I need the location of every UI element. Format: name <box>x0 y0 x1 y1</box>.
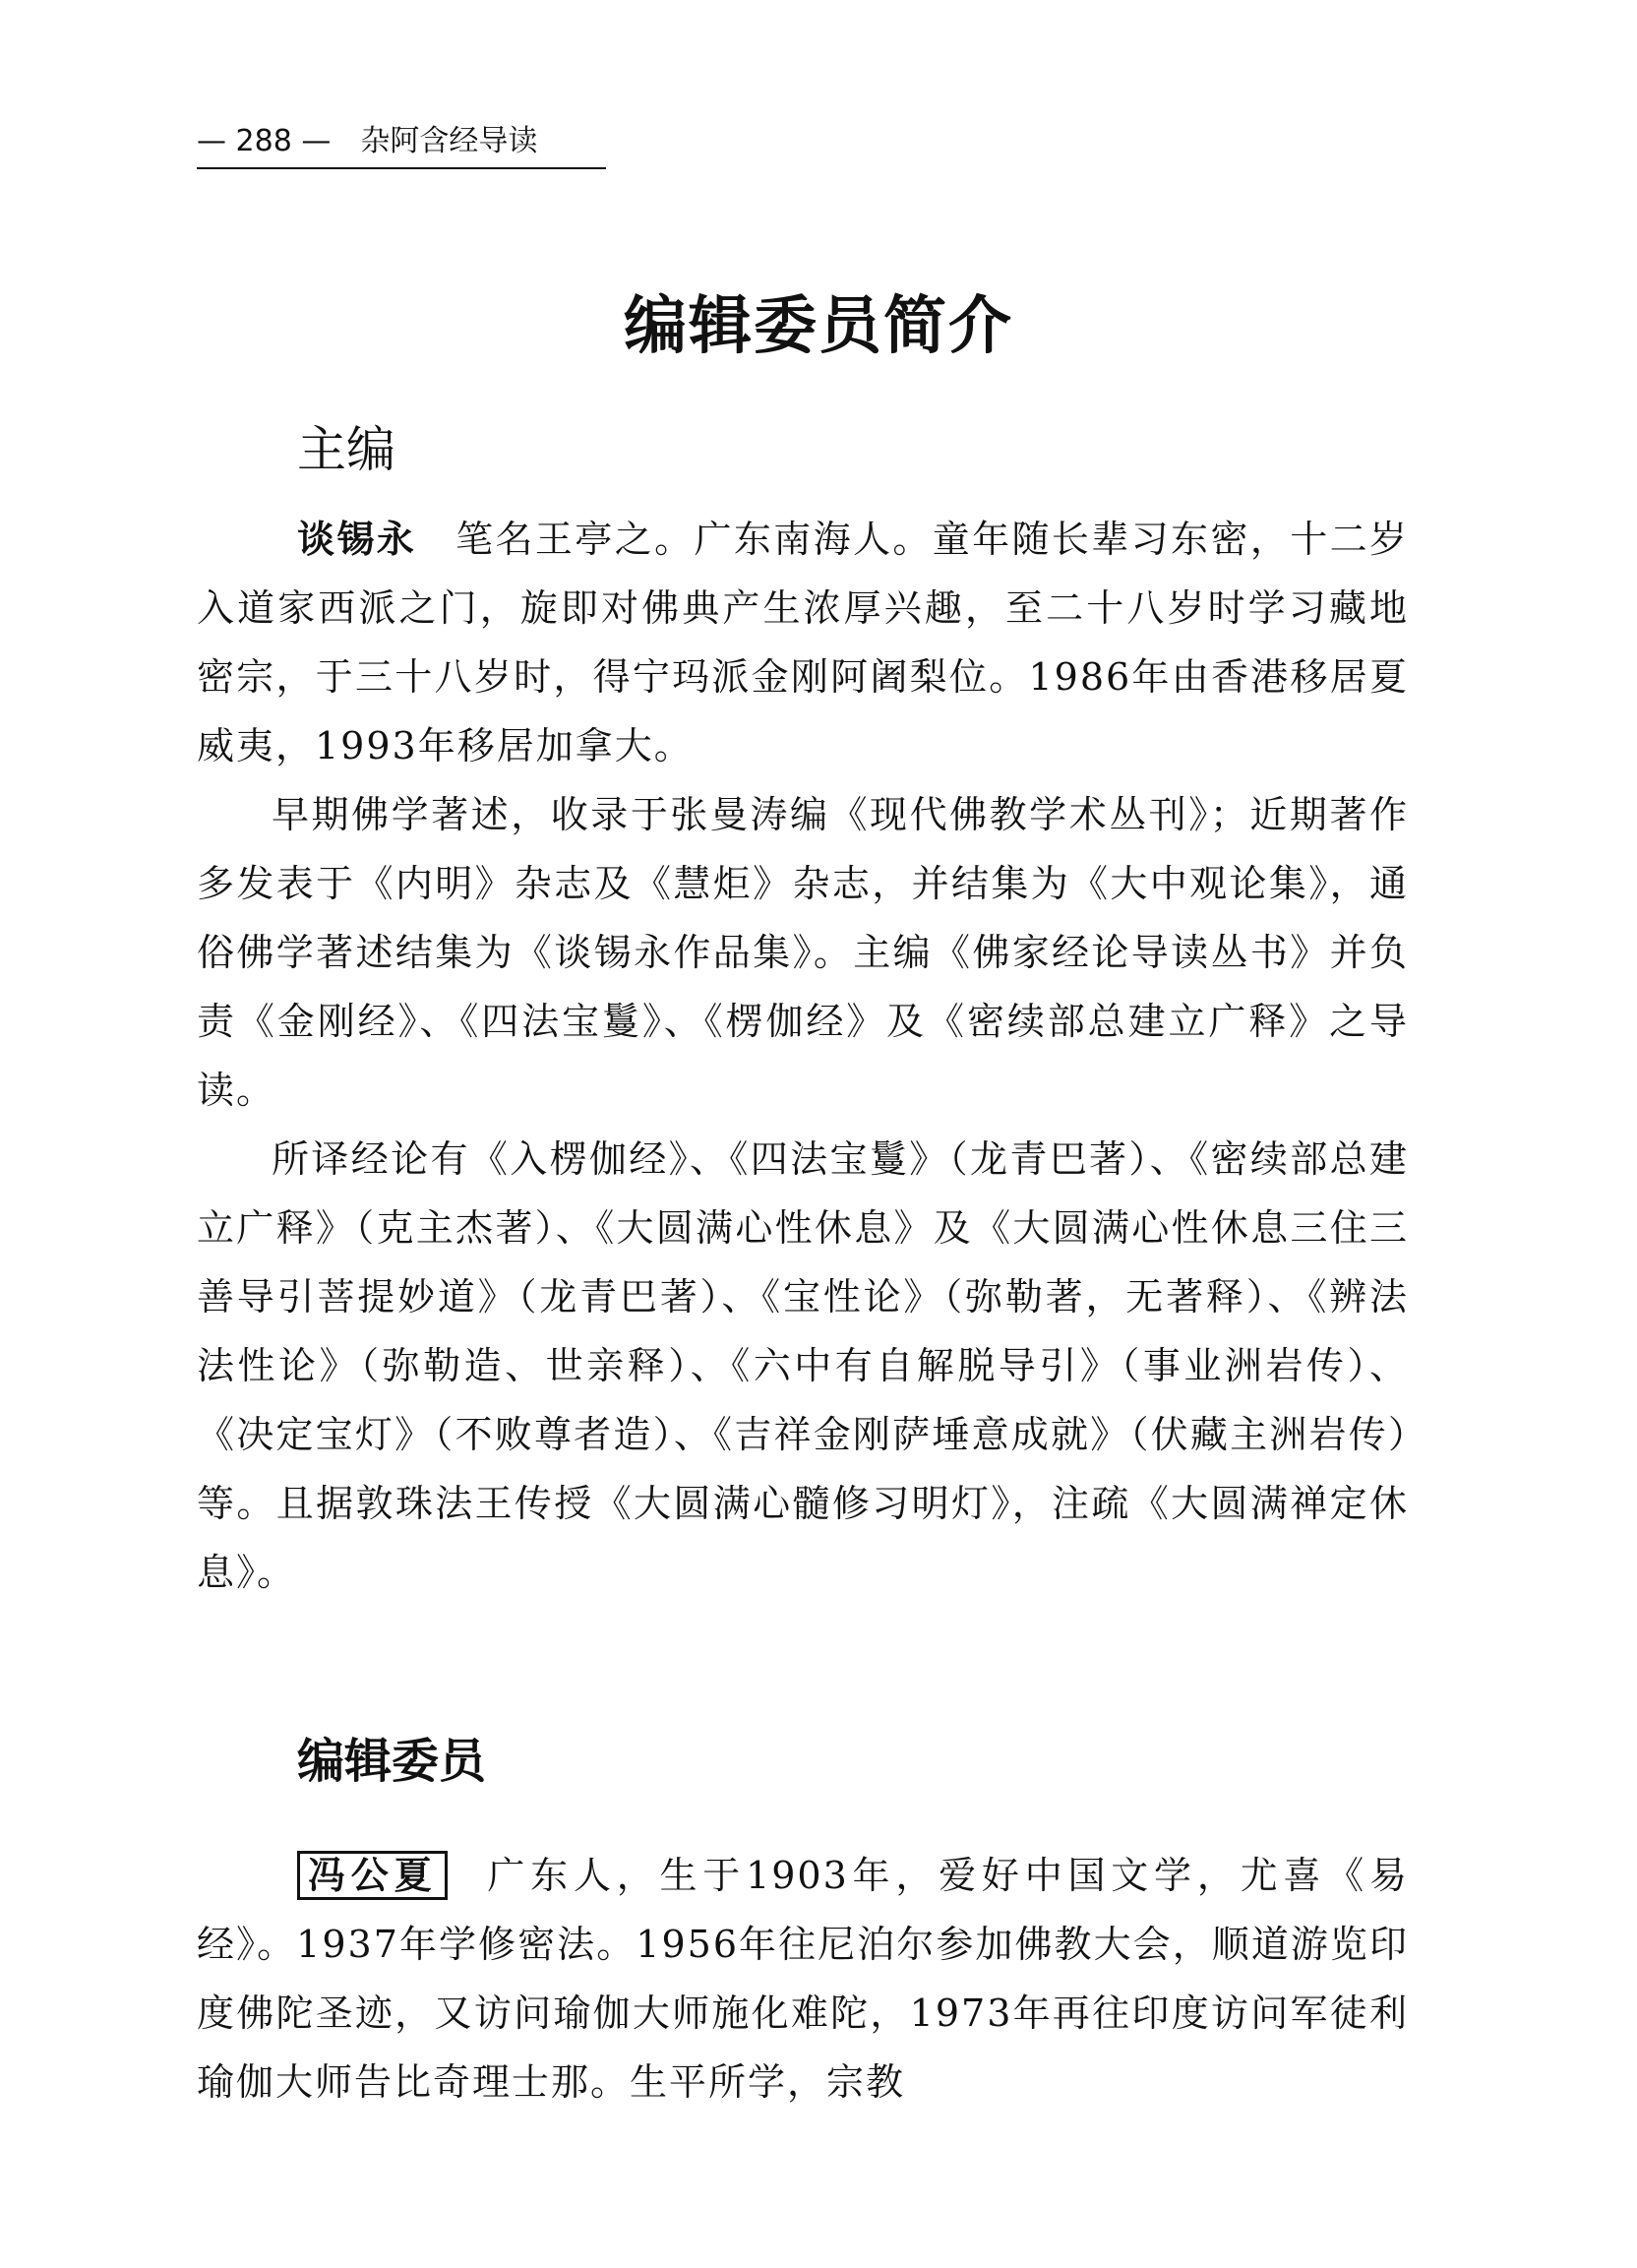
bio-paragraph: 所译经论有《入楞伽经》、《四法宝鬘》（龙青巴著）、《密续部总建立广释》（克主杰著）、《大圆满心性休息》及《大圆满心性休息三住三善导引菩提妙道》（龙青巴著）、《宝性论》（弥勒著，无著释）、《辨法法性论》（弥勒造、世亲释）、《六中有自解脱导引》（事业洲岩传）、《决定宝灯》（不败尊者造）、《吉祥金刚萨埵意成就》（伏藏主洲岩传）等。且据敦珠法王传授《大圆满心髓修习明灯》，注疏《大圆满禅定休息》。 <box>197 1137 1409 1594</box>
person-name-boxed: 冯公夏 <box>297 1851 448 1900</box>
editorial-board-bio-body <box>197 1841 1409 2116</box>
running-header <box>197 122 606 169</box>
bio-paragraph: 冯公夏 广东人，生于1903年，爱好中国文学，尤喜《易经》。1937年学修密法。1956年往尼泊尔参加佛教大会，顺道游览印度佛陀圣迹，又访问瑜伽大师施化难陀，1973年再往印度访问军徒利瑜伽大师告比奇理士那。生平所学，宗教 <box>197 1841 1409 2116</box>
book-title: 杂阿含经导读 <box>360 124 538 158</box>
page-number: — 288 — <box>197 124 332 158</box>
bio-paragraph: 谈锡永 笔名王亭之。广东南海人。童年随长辈习东密，十二岁入道家西派之门，旋即对佛典产生浓厚兴趣，至二十八岁时学习藏地密宗，于三十八岁时，得宁玛派金刚阿阇梨位。1986年由香港移居夏威夷，1993年移居加拿大。 <box>197 518 1409 767</box>
bio-paragraph: 早期佛学著述，收录于张曼涛编《现代佛教学术丛刊》；近期著作多发表于《内明》杂志及《慧炬》杂志，并结集为《大中观论集》，通俗佛学著述结集为《谈锡永作品集》。主编《佛家经论导读丛书》并负责《金刚经》、《四法宝鬘》、《楞伽经》及《密续部总建立广释》之导读。 <box>197 793 1409 1112</box>
chief-editor-bio-body <box>197 505 1409 1607</box>
person-name: 谈锡永 <box>297 518 417 561</box>
page-title: 编辑委员简介 <box>624 290 1013 363</box>
section-heading-chief-editor: 主编 <box>297 421 395 478</box>
section-heading-editorial-board: 编辑委员 <box>297 1734 487 1789</box>
